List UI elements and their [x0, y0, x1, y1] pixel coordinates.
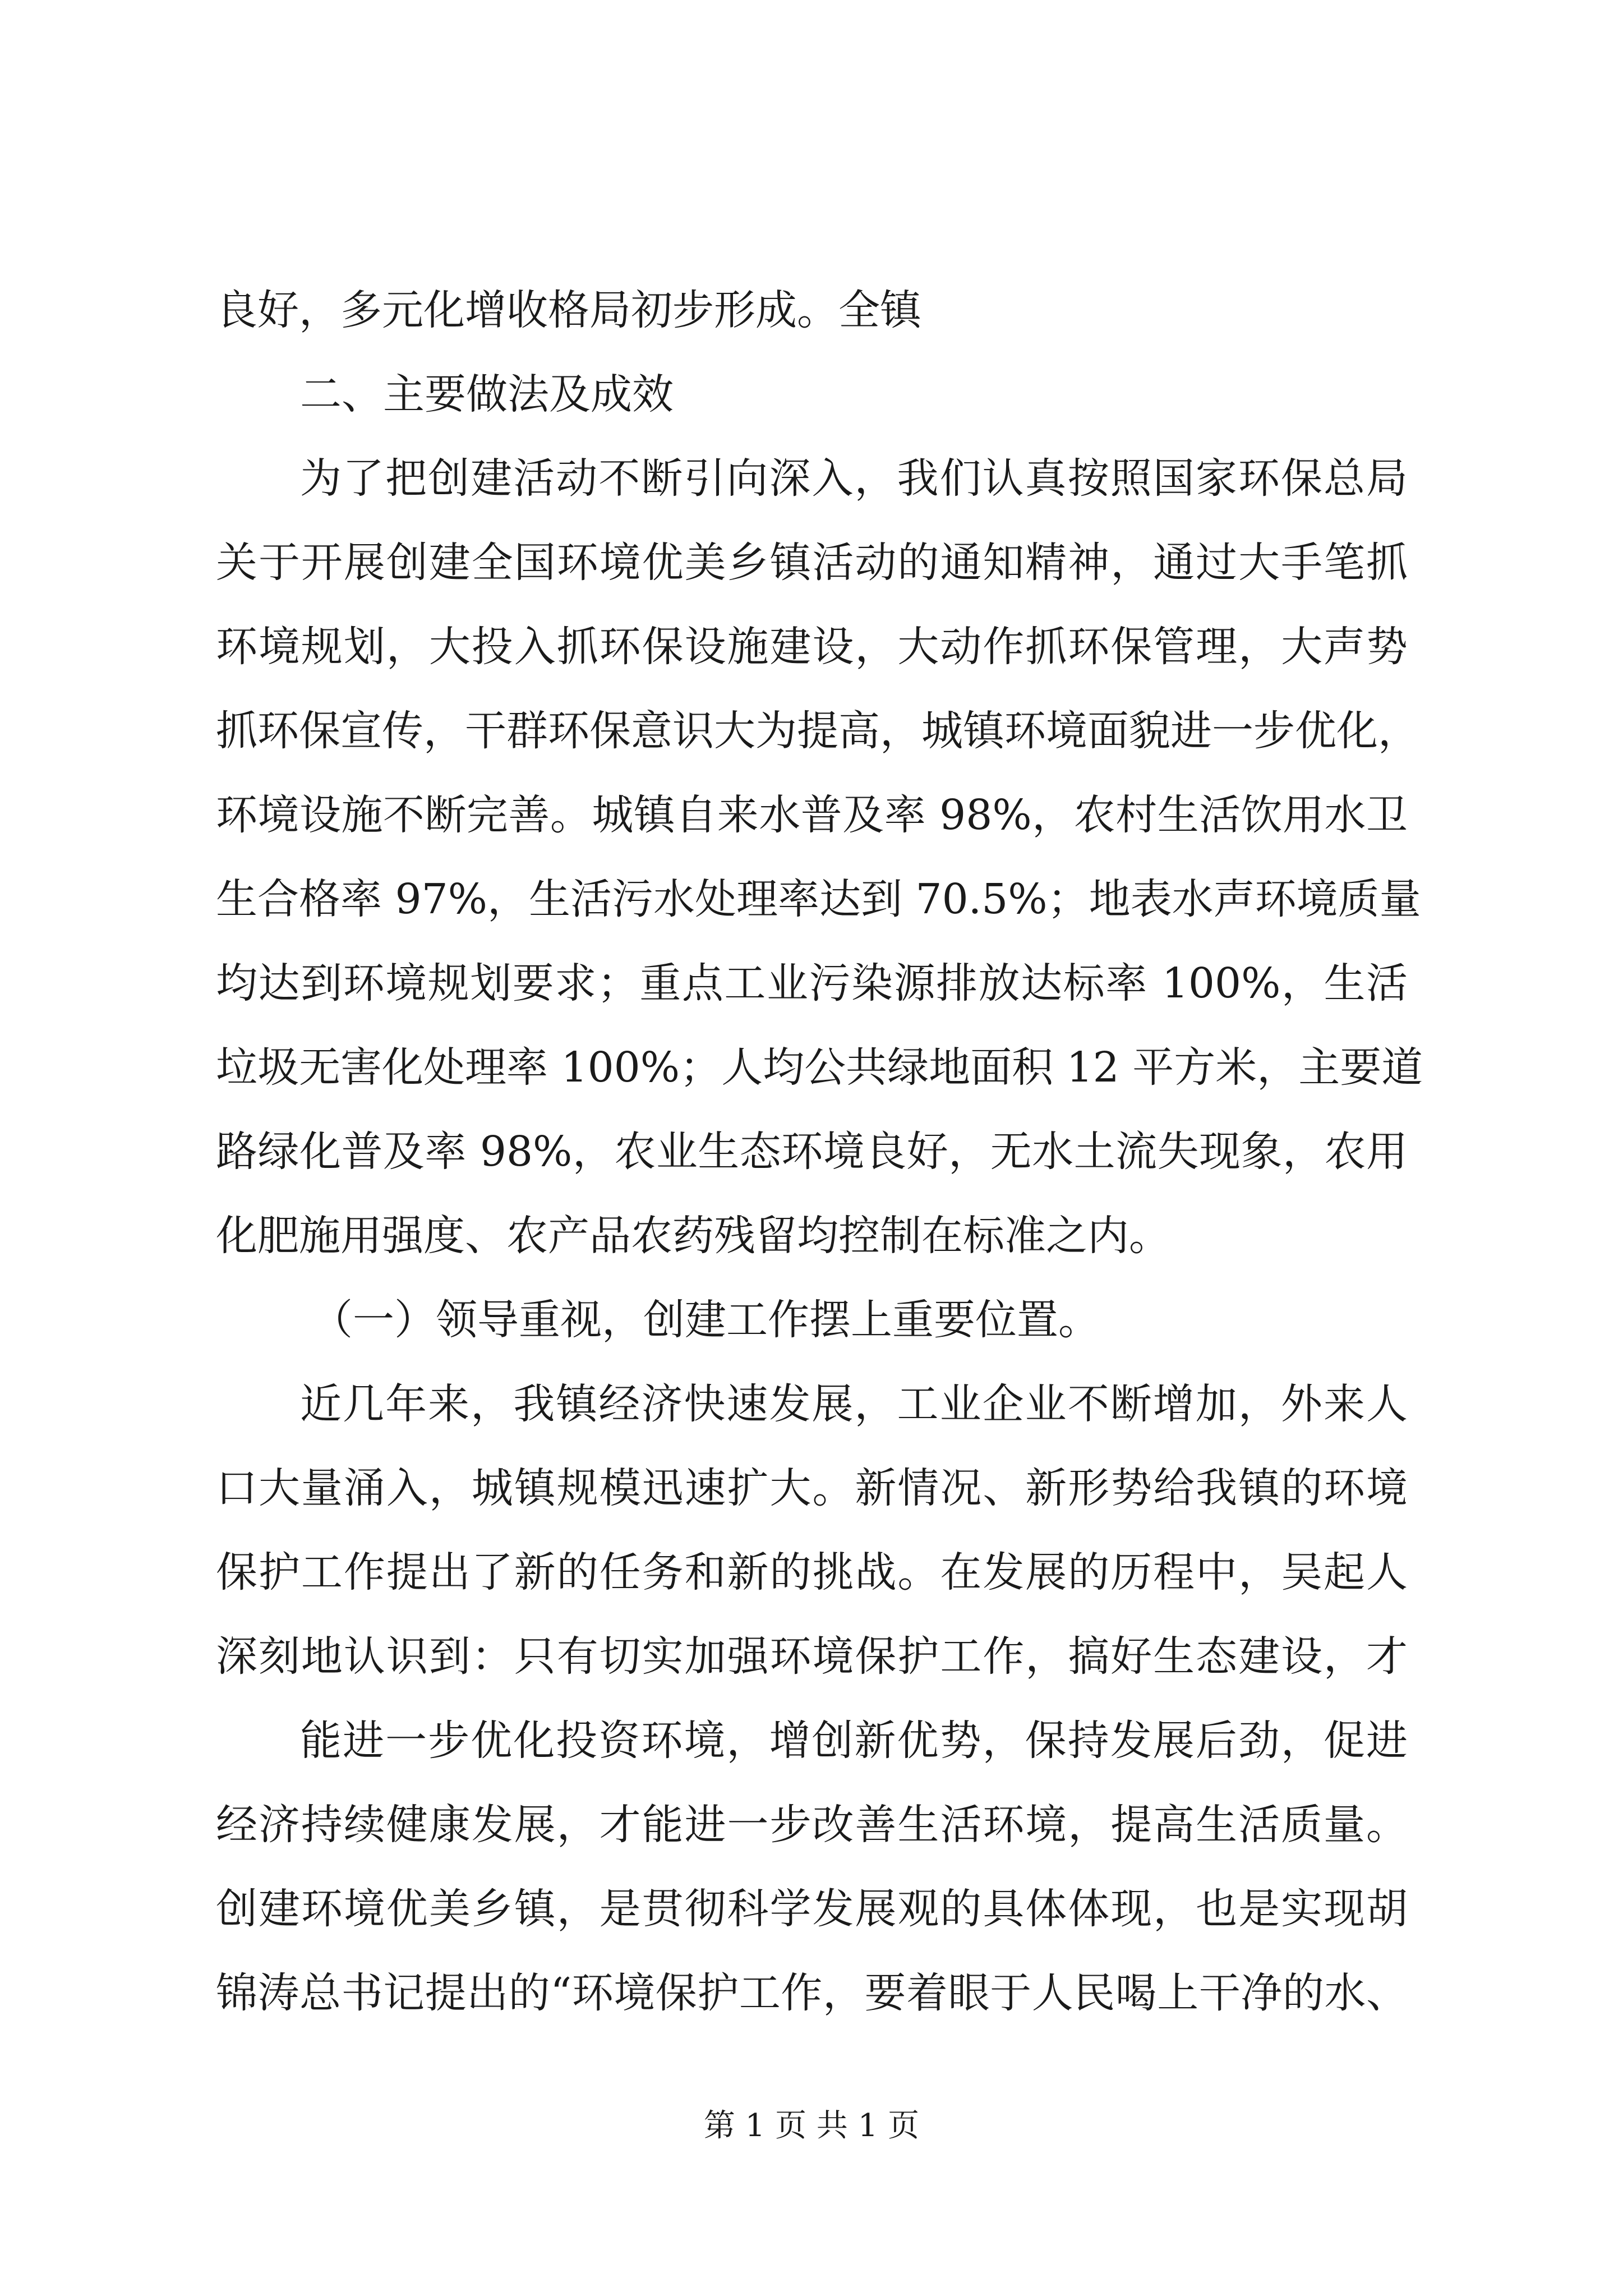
paragraph-line: 口大量涌入，城镇规模迅速扩大。新情况、新形势给我镇的环境 — [216, 1464, 1408, 1512]
paragraph-line: 创建环境优美乡镇，是贯彻科学发展观的具体体现，也是实现胡 — [216, 1885, 1408, 1933]
paragraph-line: 路绿化普及率 98%，农业生态环境良好，无水土流失现象，农用 — [216, 1128, 1408, 1176]
page-footer — [0, 2106, 1623, 2146]
paragraph-line: 环境设施不断完善。城镇自来水普及率 98%，农村生活饮用水卫 — [216, 791, 1408, 839]
paragraph-line: 化肥施用强度、农产品农药残留均控制在标准之内。 — [216, 1212, 1170, 1260]
section-heading: 二、主要做法及成效 — [300, 370, 674, 418]
paragraph-line: 关于开展创建全国环境优美乡镇活动的通知精神，通过大手笔抓 — [216, 539, 1408, 587]
paragraph-line: 均达到环境规划要求；重点工业污染源排放达标率 100%，生活 — [216, 959, 1408, 1007]
paragraph-line: 经济持续健康发展，才能进一步改善生活环境，提高生活质量。 — [216, 1801, 1408, 1849]
paragraph-line: 抓环保宣传，干群环保意识大为提高，城镇环境面貌进一步优化， — [216, 707, 1419, 755]
page-number-label: 第 1 页 共 1 页 — [703, 2108, 920, 2144]
subsection-heading: （一）领导重视，创建工作摆上重要位置。 — [311, 1296, 1100, 1344]
document-body — [216, 268, 1423, 2035]
paragraph-line: 良好，多元化增收格局初步形成。全镇 — [216, 286, 921, 334]
paragraph-line: 能进一步优化投资环境，增创新优势，保持发展后劲，促进 — [300, 1717, 1408, 1765]
paragraph-line: 保护工作提出了新的任务和新的挑战。在发展的历程中，吴起人 — [216, 1548, 1408, 1596]
paragraph-line: 生合格率 97%，生活污水处理率达到 70.5%；地表水声环境质量 — [216, 875, 1421, 923]
paragraph-line: 环境规划，大投入抓环保设施建设，大动作抓环保管理，大声势 — [216, 623, 1408, 671]
paragraph-line: 锦涛总书记提出的“环境保护工作，要着眼于人民喝上干净的水、 — [216, 1969, 1408, 2017]
paragraph-line: 近几年来，我镇经济快速发展，工业企业不断增加，外来人 — [300, 1380, 1408, 1428]
paragraph-line: 为了把创建活动不断引向深入，我们认真按照国家环保总局 — [300, 454, 1408, 503]
paragraph-line: 垃圾无害化处理率 100%；人均公共绿地面积 12 平方米，主要道 — [216, 1043, 1423, 1092]
paragraph-line: 深刻地认识到：只有切实加强环境保护工作，搞好生态建设，才 — [216, 1632, 1408, 1681]
